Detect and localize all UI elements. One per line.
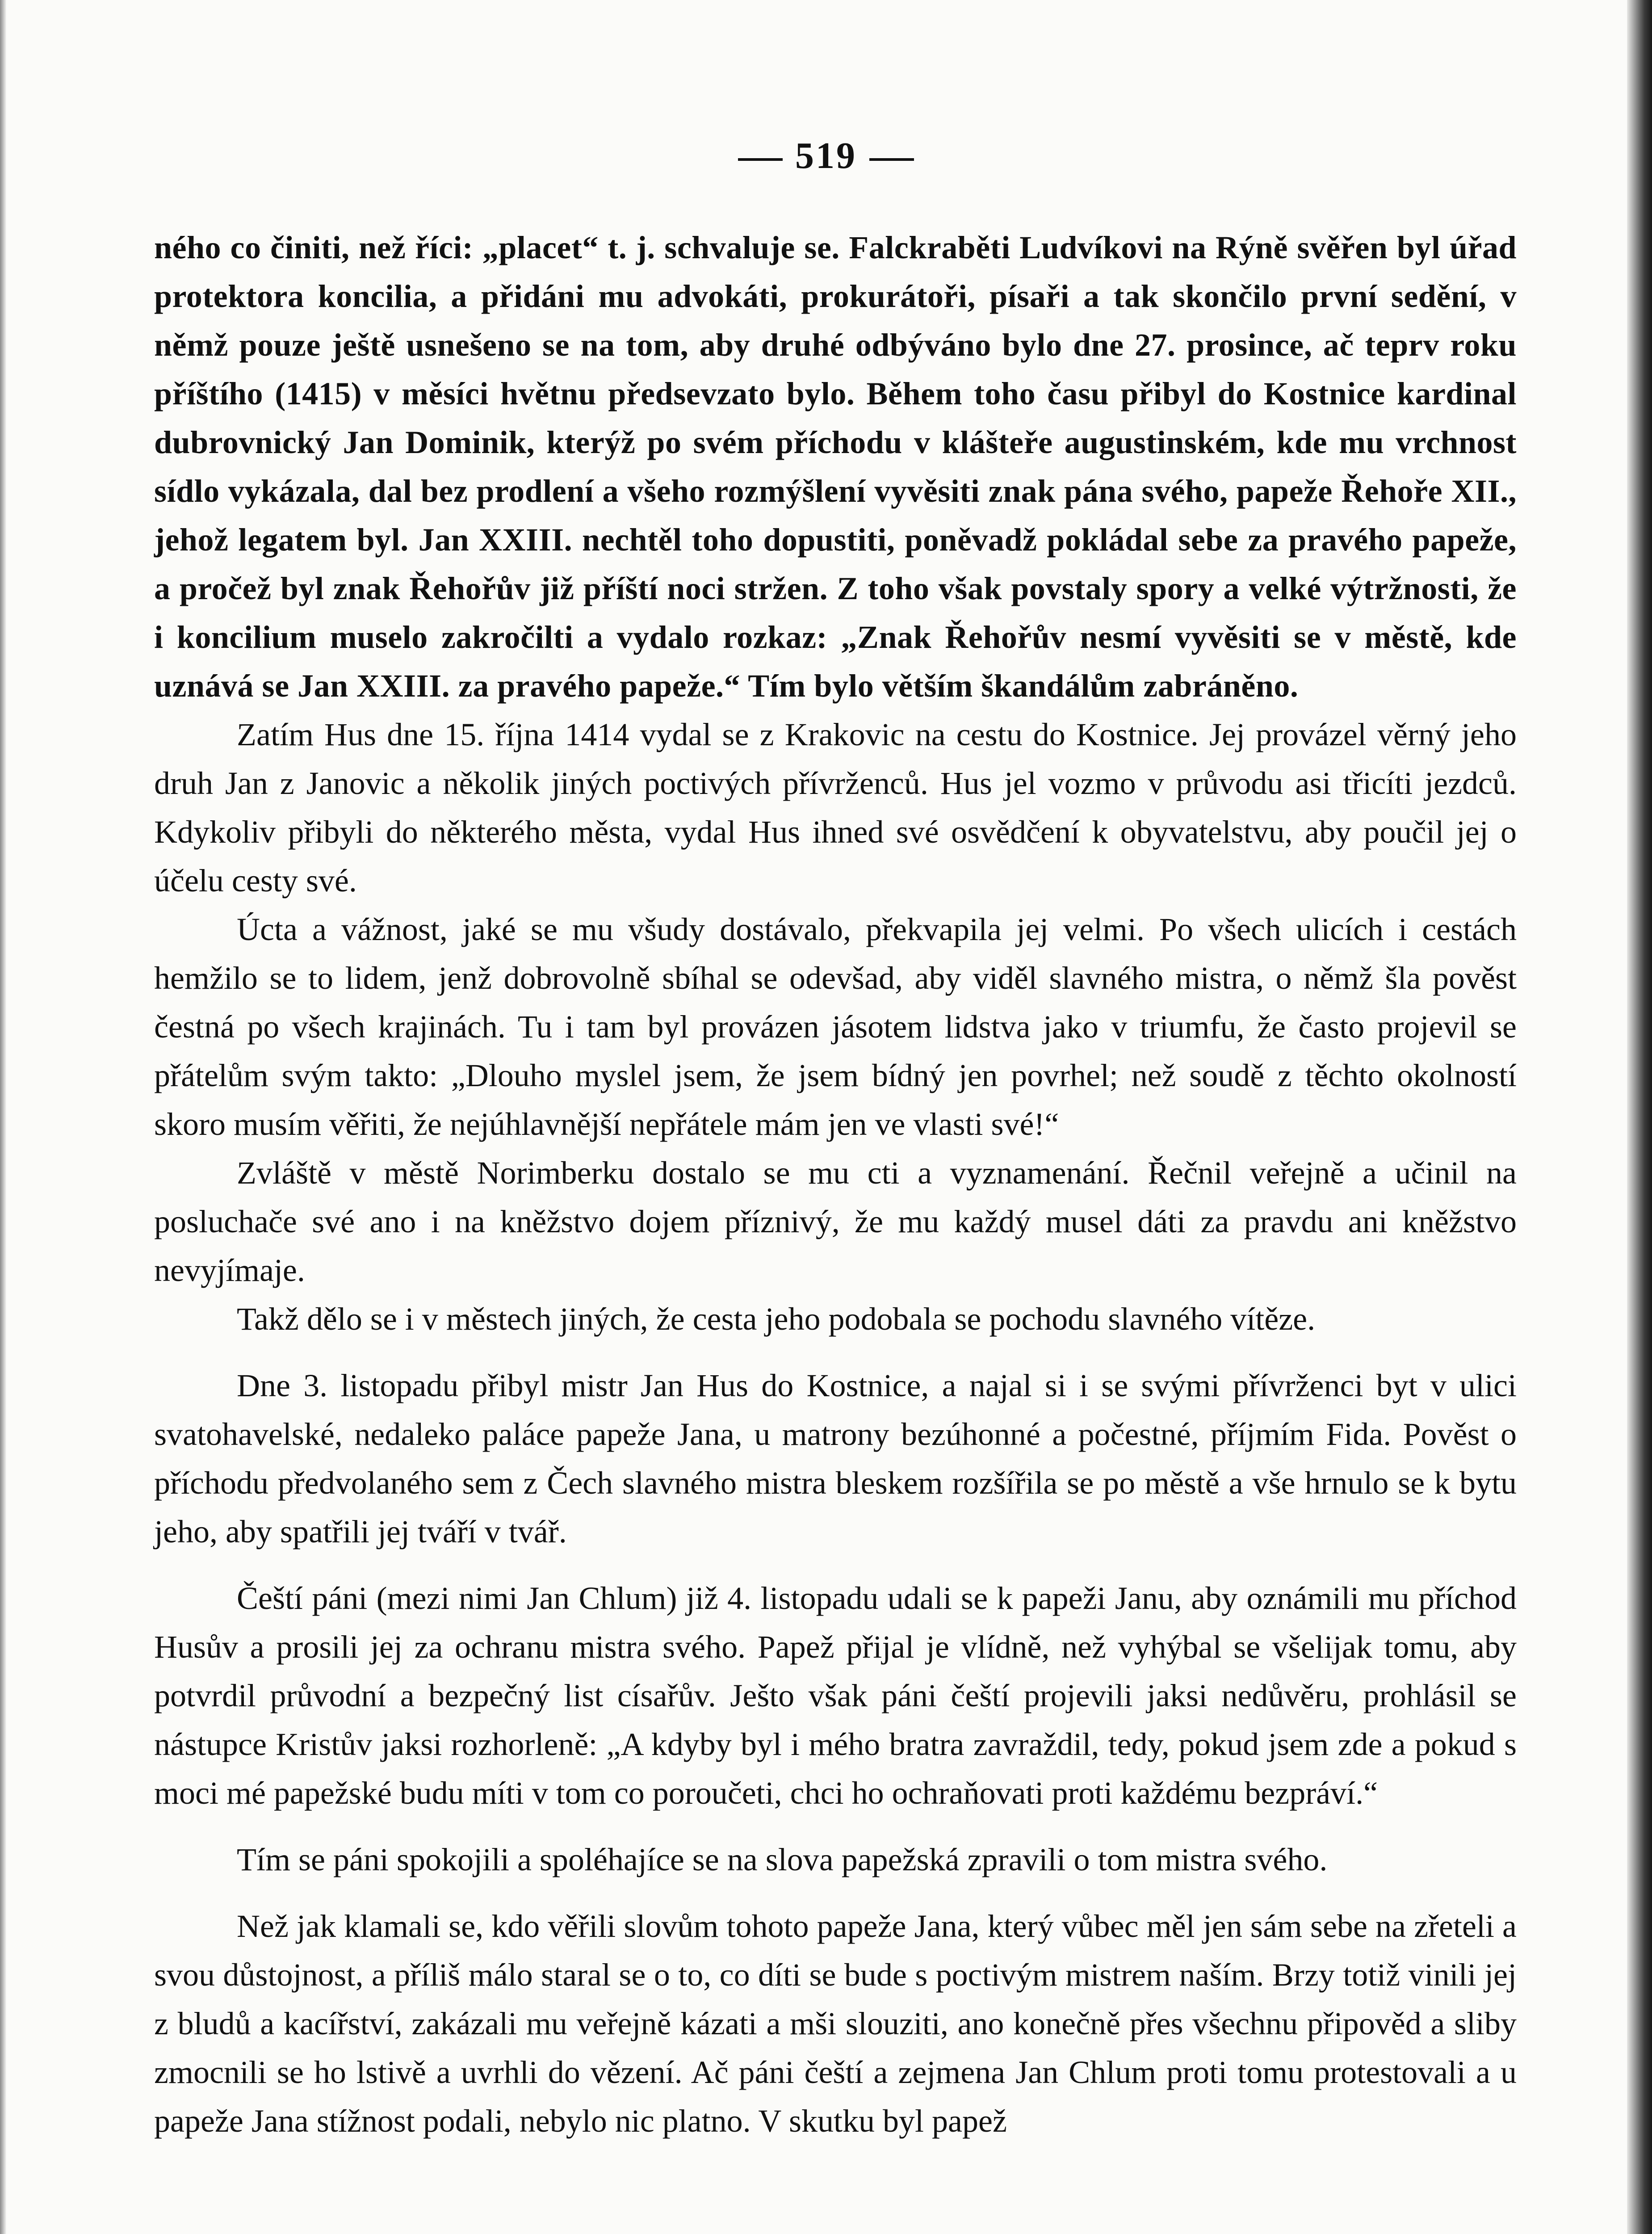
paragraph-3: Úcta a vážnost, jaké se mu všudy dostávalo, překvapila jej velmi. Po všech ulicích i cestách hemžilo se to lidem, jenž dobrovolně sbíhal se odevšad, aby viděl slavného mistra, o němž šla pověst čestná po všech krajinách. Tu i tam byl provázen jásotem lidstva jako v triumfu, že často projevil se přátelům svým takto: „Dlouho myslel jsem, že jsem bídný jen povrhel; než soudě z těchto okolností skoro musím věřiti, že nejúhlavnější nepřátele mám jen ve vlasti své!“: [154, 911, 1517, 1142]
page-left-edge: [0, 0, 6, 2234]
paragraph-5: Takž dělo se i v městech jiných, že cesta jeho podobala se pochodu slavného vítěze.: [237, 1301, 1316, 1337]
page-number: 519: [795, 135, 857, 176]
page-header: [0, 134, 1652, 177]
header-dash-left: [738, 158, 783, 161]
paragraph-7: Čeští páni (mezi nimi Jan Chlum) již 4. listopadu udali se k papeži Janu, aby oznámili mu příchod Husův a prosili jej za ochranu mistra svého. Papež přijal je vlídně, než vyhýbal se všelijak tomu, aby potvrdil průvodní a bezpečný list císařův. Ješto však páni čeští projevili jaksi nedůvěru, prohlásil se nástupce Kristův jaksi rozhorleně: „A kdyby byl i mého bratra zavraždil, tedy, pokud jsem zde a pokud s moci mé papežské budu míti v tom co poroučeti, chci ho ochraňovati proti každému bezpráví.“: [154, 1580, 1517, 1811]
header-dash-right: [869, 158, 914, 161]
body-text: [154, 223, 1517, 2146]
paragraph-2: Zatím Hus dne 15. října 1414 vydal se z Krakovic na cestu do Kostnice. Jej provázel věrný jeho druh Jan z Janovic a několik jiných poctivých přívrženců. Hus jel vozmo v průvodu asi třicíti jezdců. Kdykoliv přibyli do některého města, vydal Hus ihned své osvědčení k obyvatelstvu, aby poučil jej o účelu cesty své.: [154, 717, 1517, 899]
paragraph-8: Tím se páni spokojili a spoléhajíce se na slova papežská zpravili o tom mistra svého.: [237, 1842, 1328, 1877]
paragraph-6: Dne 3. listopadu přibyl mistr Jan Hus do Kostnice, a najal si i se svými přívrženci byt v ulici svatohavelské, nedaleko paláce papeže Jana, u matrony bezúhonné a počestné, příjmím Fida. Pověst o příchodu předvolaného sem z Čech slavného mistra bleskem rozšířila se po městě a vše hrnulo se k bytu jeho, aby spatřili jej tváří v tvář.: [154, 1368, 1517, 1550]
paragraph-1: ného co činiti, než říci: „placet“ t. j. schvaluje se. Falckraběti Ludvíkovi na Rýně svěřen byl úřad protektora koncilia, a přidáni mu advokáti, prokurátoři, písaři a tak skončilo první sedění, v němž pouze ještě usnešeno se na tom, aby druhé odbýváno bylo dne 27. prosince, ač teprv roku příštího (1415) v měsíci hvětnu předsevzato bylo. Během toho času přibyl do Kostnice kardinal dubrovnický Jan Dominik, kterýž po svém příchodu v klášteře augustinském, kde mu vrchnost sídlo vykázala, dal bez prodlení a všeho rozmýšlení vyvěsiti znak pána svého, papeže Řehoře XII., jehož legatem byl. Jan XXIII. nechtěl toho dopustiti, poněvadž pokládal sebe za pravého papeže, a pročež byl znak Řehořův již příští noci stržen. Z toho však povstaly spory a velké výtržnosti, že i koncilium muselo zakročilti a vydalo rozkaz: „Znak Řehořův nesmí vyvěsiti se v městě, kde uznává se Jan XXIII. za pravého papeže.“ Tím bylo větším škandálům zabráněno.: [154, 230, 1517, 704]
paragraph-4: Zvláště v městě Norimberku dostalo se mu cti a vyznamenání. Řečnil veřejně a učinil na posluchače své ano i na kněžstvo dojem příznivý, že mu každý musel dáti za pravdu ani kněžstvo nevyjímaje.: [154, 1155, 1517, 1288]
paragraph-9: Než jak klamali se, kdo věřili slovům tohoto papeže Jana, který vůbec měl jen sám sebe na zřeteli a svou důstojnost, a příliš málo staral se o to, co díti se bude s poctivým mistrem naším. Brzy totiž vinili jej z bludů a kacířství, zakázali mu veřejně kázati a mši slouziti, ano konečně přes všechnu připověd a sliby zmocnili se ho lstivě a uvrhli do vězení. Ač páni čeští a zejmena Jan Chlum proti tomu protestovali a u papeže Jana stížnost podali, nebylo nic platno. V skutku byl papež: [154, 1908, 1517, 2139]
page-right-edge: [1627, 0, 1652, 2234]
